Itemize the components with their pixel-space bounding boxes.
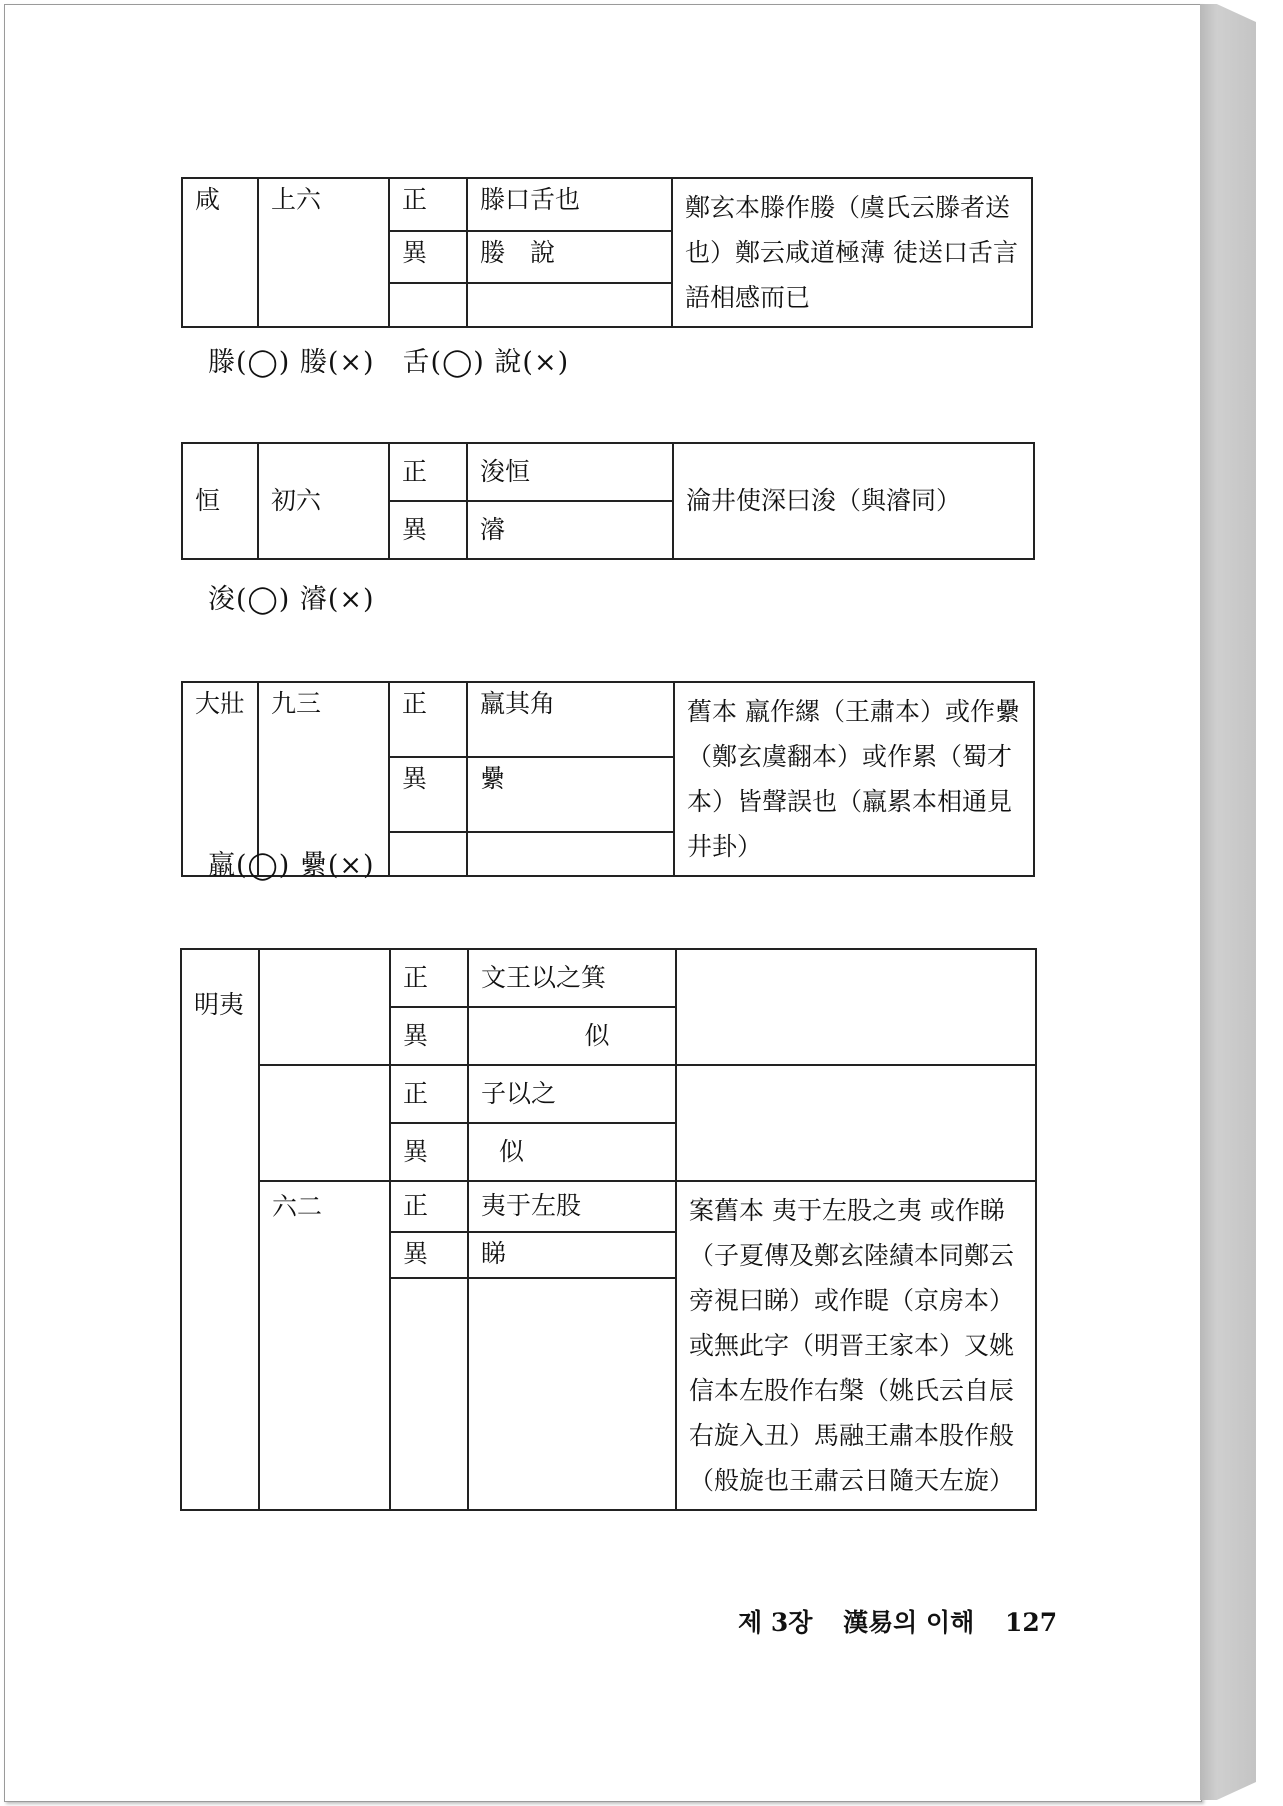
label-cell xyxy=(390,1278,468,1510)
text-cell xyxy=(467,283,672,327)
verdict-line: 羸(◯) 纍(×) xyxy=(208,850,375,881)
commentary-cell: 淪井使深曰浚（與濬同） xyxy=(673,443,1034,559)
label-cell: 異 xyxy=(389,501,467,559)
label-cell: 異 xyxy=(389,757,467,832)
hexagram-cell: 恒 xyxy=(182,443,258,559)
hexagram-label: 明夷 xyxy=(194,990,245,1019)
commentary-cell: 舊本 羸作縲（王肅本）或作纍（鄭玄虞翻本）或作累（蜀才本）皆聲誤也（羸累本相通見井卦） xyxy=(674,682,1034,876)
label-cell: 正 xyxy=(390,1181,468,1232)
commentary-cell xyxy=(676,1065,1036,1181)
verdict-line: 浚(◯) 濬(×) xyxy=(208,584,375,615)
commentary-cell xyxy=(676,949,1036,1065)
text-cell xyxy=(467,832,674,876)
hexagram-cell: 大壯 xyxy=(182,682,258,876)
label-cell: 異 xyxy=(390,1007,468,1065)
text-cell: 滕口舌也 xyxy=(467,178,672,231)
text-cell: 纍 xyxy=(467,757,674,832)
chapter-title: 漢易의 이해 xyxy=(843,1608,975,1637)
label-cell: 異 xyxy=(389,231,467,284)
page-edge-stack xyxy=(1200,4,1256,1800)
label-cell: 正 xyxy=(389,178,467,231)
label-cell: 正 xyxy=(389,682,467,757)
line-cell: 九三 xyxy=(258,682,389,876)
text-cell: 似 xyxy=(468,1007,676,1065)
text-cell: 浚恒 xyxy=(467,443,673,501)
line-cell: 上六 xyxy=(258,178,389,327)
text-cell: 媵 說 xyxy=(467,231,672,284)
line-cell xyxy=(259,949,390,1065)
label-cell: 正 xyxy=(390,949,468,1007)
label-cell xyxy=(389,832,467,876)
chapter-label: 제 3장 xyxy=(738,1608,813,1637)
hexagram-cell xyxy=(181,949,259,1510)
label-cell xyxy=(389,283,467,327)
page-footer xyxy=(738,1603,1079,1639)
label-cell: 異 xyxy=(390,1232,468,1278)
line-cell xyxy=(259,1181,390,1510)
label-cell: 正 xyxy=(390,1065,468,1123)
table-mingyi xyxy=(180,948,1037,1511)
text-cell: 睇 xyxy=(468,1232,676,1278)
commentary-cell: 案舊本 夷于左股之夷 或作睇（子夏傳及鄭玄陸績本同鄭云旁視曰睇）或作睼（京房本）或無此字（明晋王家本）又姚信本左股作右槃（姚氏云自辰右旋入丑）馬融王肅本股作般（般旋也王肅云日隨天左旋） xyxy=(676,1181,1036,1510)
table-xian xyxy=(181,177,1033,328)
line-label: 六二 xyxy=(272,1192,323,1221)
text-cell: 文王以之箕 xyxy=(468,949,676,1007)
page-number: 127 xyxy=(1005,1608,1058,1637)
text-cell: 似 xyxy=(468,1123,676,1181)
commentary-cell: 鄭玄本滕作媵（虞氏云滕者送也）鄭云咸道極薄 徒送口舌言語相感而已 xyxy=(672,178,1032,327)
text-cell: 子以之 xyxy=(468,1065,676,1123)
text-cell: 羸其角 xyxy=(467,682,674,757)
label-cell: 異 xyxy=(390,1123,468,1181)
verdict-line: 滕(◯) 媵(×) 舌(◯) 說(×) xyxy=(208,347,570,378)
text-cell: 濬 xyxy=(467,501,673,559)
text-cell: 夷于左股 xyxy=(468,1181,676,1232)
hexagram-cell: 咸 xyxy=(182,178,258,327)
line-cell xyxy=(259,1065,390,1181)
line-cell: 初六 xyxy=(258,443,389,559)
table-heng xyxy=(181,442,1035,560)
label-cell: 正 xyxy=(389,443,467,501)
text-cell xyxy=(468,1278,676,1510)
